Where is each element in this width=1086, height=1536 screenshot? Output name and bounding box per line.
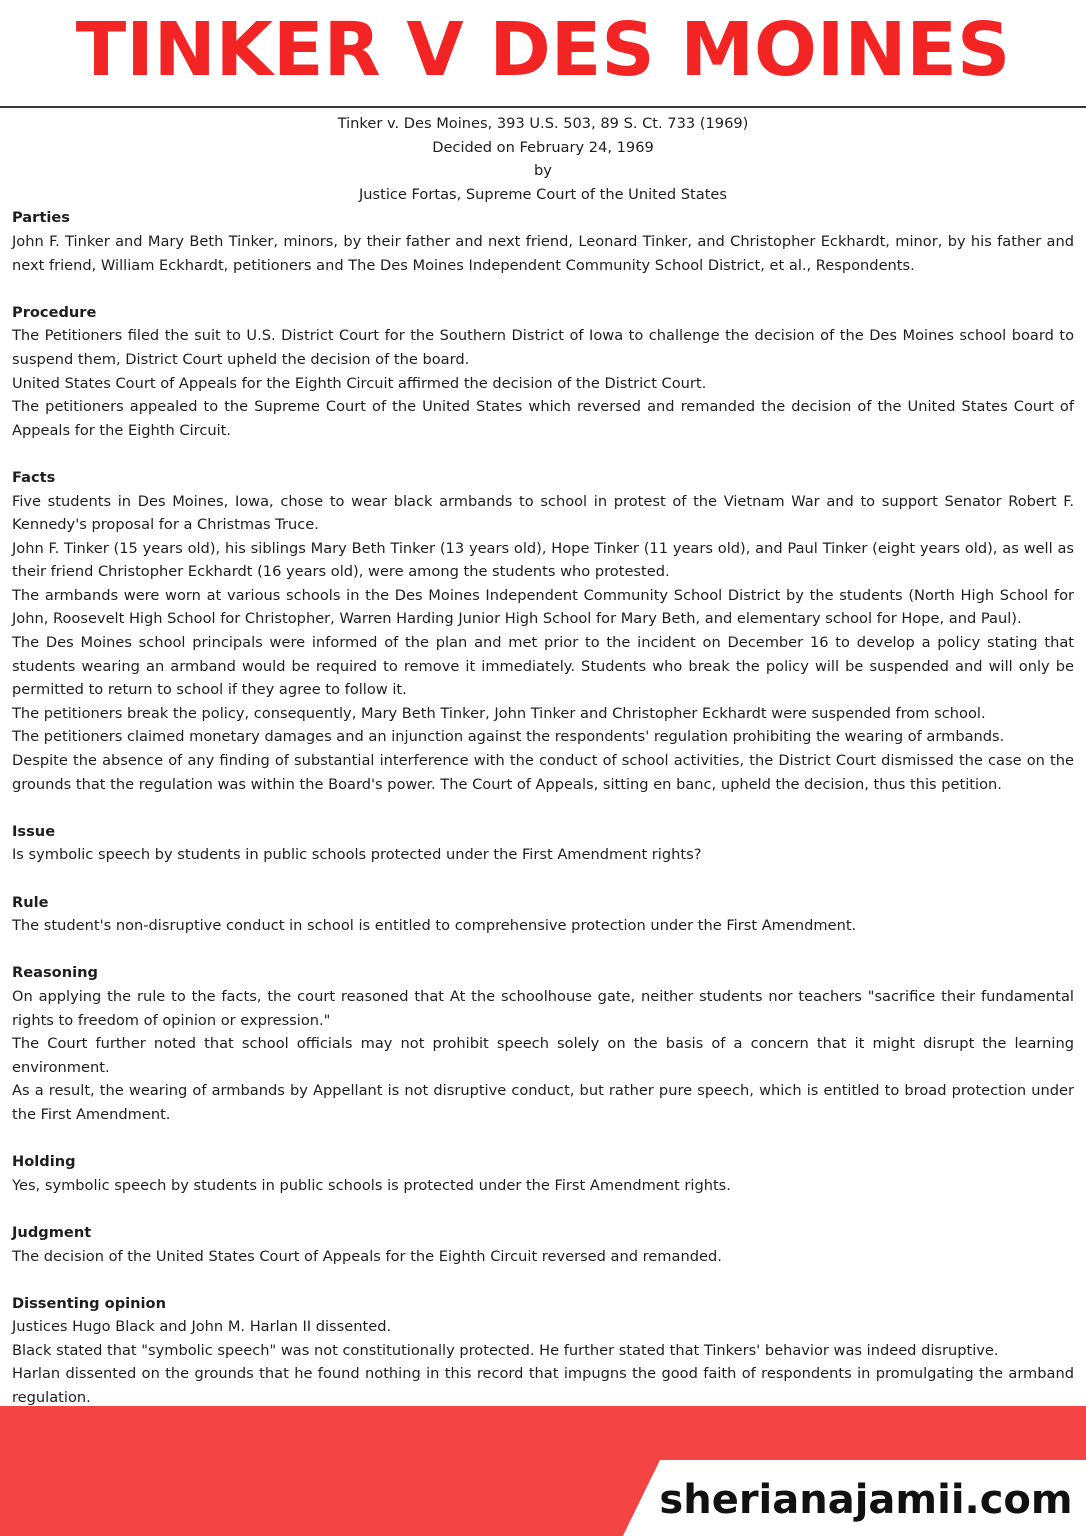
section-judgment (12, 1221, 1074, 1268)
case-citation (12, 112, 1074, 206)
paragraph: John F. Tinker and Mary Beth Tinker, minors, by their father and next friend, Leonard Tinker, and Christopher Eckhardt, minor, by his father and next friend, William Eckhardt, petitioners and The Des Moines Independent Community School District, et al., Respondents. (12, 232, 1074, 274)
paragraph: Harlan dissented on the grounds that he found nothing in this record that impugns the good faith of respondents in promulgating the armband regulation. (12, 1365, 1074, 1407)
citation-author: Justice Fortas, Supreme Court of the United States (358, 185, 728, 203)
paragraph: The petitioners break the policy, consequently, Mary Beth Tinker, John Tinker and Christopher Eckhardt were suspended from school. (12, 704, 986, 722)
paragraph: Is symbolic speech by students in public schools protected under the First Amendment rights? (12, 846, 702, 864)
section-parties (12, 206, 1074, 277)
section-heading: Facts (12, 468, 56, 486)
paragraph: Justices Hugo Black and John M. Harlan II dissented. (12, 1318, 392, 1336)
section-procedure (12, 301, 1074, 443)
section-rule (12, 891, 1074, 938)
section-facts (12, 466, 1074, 796)
paragraph: Despite the absence of any finding of substantial interference with the conduct of school activities, the District Court dismissed the case on the grounds that the regulation was within the Board's power. The Court of Appeals, sitting en banc, upheld the decision, thus this petition. (12, 752, 1074, 793)
footer-site-name: sherianajamii.com (659, 1477, 1073, 1523)
paragraph: John F. Tinker (15 years old), his siblings Mary Beth Tinker (13 years old), Hope Tinker (11 years old), and Paul Tinker (eight years old), as well as their friend Christopher Eckhardt (16 years old), were among the students who protested. (12, 539, 1074, 581)
page-title: TINKER V DES MOINES (75, 7, 1011, 93)
page-footer-banner (0, 1406, 1086, 1536)
citation-decision-date: Decided on February 24, 1969 (432, 138, 654, 156)
citation-by: by (534, 162, 552, 180)
citation-reference: Tinker v. Des Moines, 393 U.S. 503, 89 S. Ct. 733 (1969) (337, 115, 749, 132)
section-heading: Rule (12, 893, 49, 911)
section-heading: Reasoning (12, 964, 98, 982)
section-issue (12, 820, 1074, 867)
case-brief-body (12, 112, 1074, 1410)
paragraph: Yes, symbolic speech by students in public schools is protected under the First Amendment rights. (12, 1176, 731, 1194)
paragraph: The petitioners claimed monetary damages and an injunction against the respondents' regulation prohibiting the wearing of armbands. (12, 728, 1005, 746)
section-dissenting-opinion (12, 1292, 1074, 1410)
paragraph: The Des Moines school principals were informed of the plan and met prior to the incident on December 16 to develop a policy stating that students wearing an armband would be required to remove it immediately. Students who break the policy will be suspended and will only be permitted to return to school if they agree to follow it. (12, 634, 1074, 699)
section-heading: Procedure (12, 303, 97, 321)
paragraph: The petitioners appealed to the Supreme Court of the United States which reversed and remanded the decision of the United States Court of Appeals for the Eighth Circuit. (12, 398, 1074, 439)
paragraph: Black stated that "symbolic speech" was not constitutionally protected. He further stated that Tinkers' behavior was indeed disruptive. (12, 1341, 999, 1359)
section-holding (12, 1150, 1074, 1197)
section-heading: Issue (12, 822, 56, 840)
section-heading: Holding (12, 1153, 76, 1171)
section-heading: Judgment (12, 1223, 92, 1241)
section-heading: Dissenting opinion (12, 1294, 166, 1312)
paragraph: The decision of the United States Court of Appeals for the Eighth Circuit reversed and remanded. (12, 1247, 722, 1265)
paragraph: The Court further noted that school officials may not prohibit speech solely on the basis of a concern that it might disrupt the learning environment. (12, 1035, 1074, 1076)
section-heading: Parties (12, 209, 70, 227)
page-header (0, 0, 1086, 106)
paragraph: The armbands were worn at various schools in the Des Moines Independent Community School District by the students (North High School for John, Roosevelt High School for Christopher, Warren Harding Junior High School for Mary Beth, and elementary school for Hope, and Paul). (12, 586, 1074, 628)
paragraph: Five students in Des Moines, Iowa, chose to wear black armbands to school in protest of the Vietnam War and to support Senator Robert F. Kennedy's proposal for a Christmas Truce. (12, 492, 1074, 534)
paragraph: On applying the rule to the facts, the court reasoned that At the schoolhouse gate, neither students nor teachers "sacrifice their fundamental rights to freedom of opinion or expression." (12, 987, 1074, 1029)
section-reasoning (12, 961, 1074, 1126)
paragraph: United States Court of Appeals for the Eighth Circuit affirmed the decision of the District Court. (12, 374, 707, 392)
paragraph: The student's non-disruptive conduct in school is entitled to comprehensive protection under the First Amendment. (12, 917, 857, 935)
header-divider (0, 106, 1086, 108)
paragraph: The Petitioners filed the suit to U.S. District Court for the Southern District of Iowa to challenge the decision of the Des Moines school board to suspend them, District Court upheld the decision of the board. (12, 327, 1074, 368)
paragraph: As a result, the wearing of armbands by Appellant is not disruptive conduct, but rather pure speech, which is entitled to broad protection under the First Amendment. (12, 1082, 1074, 1123)
